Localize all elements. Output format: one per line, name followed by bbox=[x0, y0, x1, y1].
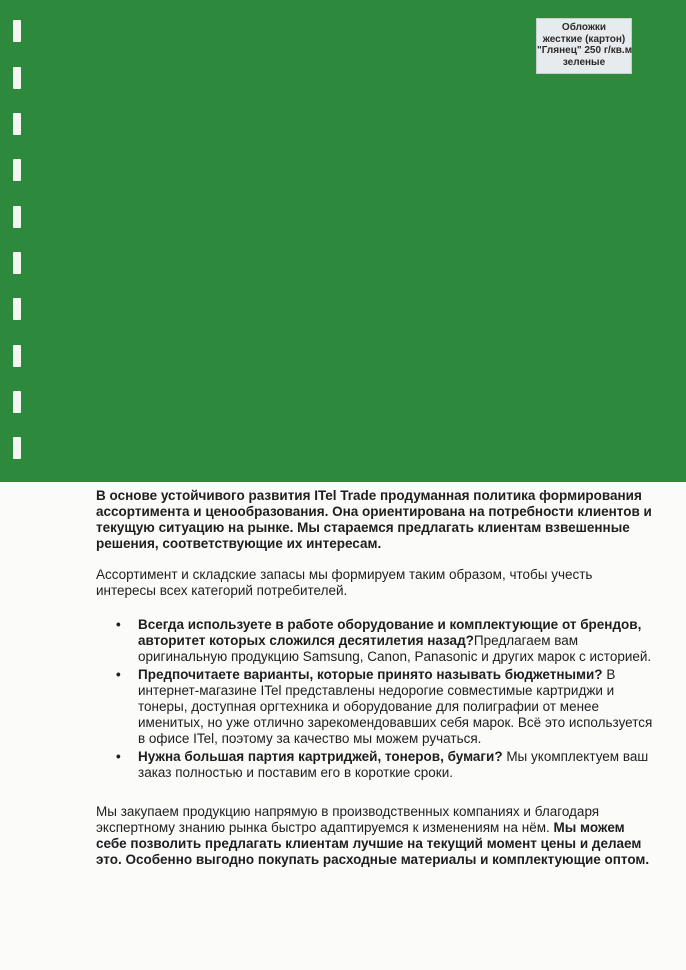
product-label-line-2: жесткие (картон) bbox=[542, 33, 626, 45]
list-item-bold: Всегда используете в работе оборудование и комплектующие от брендов, авторитет которых сложился десятилетия назад? bbox=[138, 617, 642, 648]
binding-hole bbox=[13, 391, 21, 413]
assortment-paragraph: Ассортимент и складские запасы мы формируем таким образом, чтобы учесть интересы всех категорий потребителей. bbox=[96, 567, 593, 598]
list-item-text: Предлагаем вам оригинальную продукцию Samsung, Canon, Panasonic и других марок с историей. bbox=[138, 633, 652, 664]
list-item-bold: Предпочитаете варианты, которые принято называть бюджетными? bbox=[138, 667, 603, 682]
offer-list bbox=[96, 617, 656, 781]
binding-hole bbox=[13, 298, 21, 320]
list-item-text: Мы укомплектуем ваш заказ полностью и поставим его в короткие сроки. bbox=[138, 749, 649, 780]
green-cover-sample bbox=[0, 0, 686, 482]
company-text bbox=[96, 488, 656, 886]
list-item bbox=[138, 667, 656, 747]
product-label-line-4: зеленые bbox=[562, 56, 606, 68]
binding-hole bbox=[13, 206, 21, 228]
closing-paragraph bbox=[96, 804, 656, 868]
product-label-line-3: "Глянец" 250 г/кв.м bbox=[537, 45, 633, 56]
list-item bbox=[138, 617, 656, 665]
list-item bbox=[138, 749, 656, 781]
intro-paragraph: В основе устойчивого развития ITel Trade продуманная политика формирования ассортимента и ценообразования. Она ориентирована на потребности клиентов и текущую ситуацию на рынке. Мы стараемся предлагать клиентам взвешенные решения, соответствующие их интересам. bbox=[96, 488, 652, 551]
binding-hole bbox=[13, 345, 21, 367]
closing-text: Мы закупаем продукцию напрямую в производственных компаниях и благодаря экспертному знанию рынка быстро адаптируемся к изменениям на нём. bbox=[96, 804, 600, 835]
product-label bbox=[536, 18, 632, 74]
binding-hole bbox=[13, 113, 21, 135]
binding-hole bbox=[13, 67, 21, 89]
binding-hole bbox=[13, 159, 21, 181]
binding-hole bbox=[13, 437, 21, 459]
binding-hole bbox=[13, 20, 21, 42]
list-item-text: В интернет-магазине ITel представлены недорогие совместимые картриджи и тонеры, доступная оргтехника и оборудование для полиграфии от менее именитых, но уже отлично зарекомендовавших себя марок. Всё это используется в офисе ITel, поэтому за качество мы можем ручаться. bbox=[138, 667, 653, 746]
binding-hole bbox=[13, 252, 21, 274]
closing-bold-text: Мы можем себе позволить предлагать клиентам лучшие на текущий момент цены и делаем это. Особенно выгодно покупать расходные материалы и комплектующие оптом. bbox=[96, 820, 650, 867]
product-label-line-1: Обложки bbox=[561, 22, 607, 33]
binding-holes bbox=[13, 0, 25, 482]
list-item-bold: Нужна большая партия картриджей, тонеров, бумаги? bbox=[138, 749, 503, 764]
